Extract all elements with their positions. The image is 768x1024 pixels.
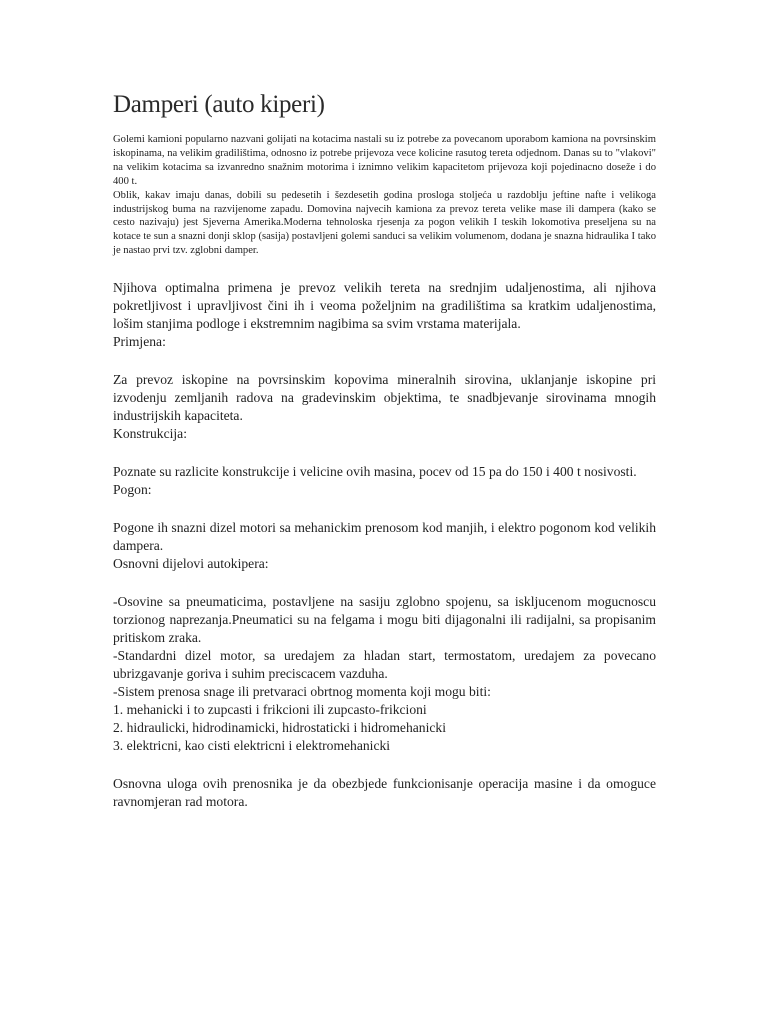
osnovni-dijelovi-heading: Osnovni dijelovi autokipera:	[113, 556, 269, 572]
usage-paragraph: Njihova optimalna primena je prevoz velikih tereta na srednjim udaljenostima, ali njihova pokretljivost i upravljivost čini ih i veoma poželjnim na gradilištima sa kratkim udaljenostima, lošim stanjima podloge i ekstremnim nagibima sa svim vrstama materijala.	[113, 280, 656, 332]
intro-paragraph-1: Golemi kamioni popularno nazvani golijati na kotacima nastali su iz potrebe za povecanom uporabom kamiona na povrsinskim iskopinama, na velikim gradilištima, odnosno iz potrebe prijevoza vece kolicine rasutog tereta odjednom. Danas su to "vlakovi" na velikim kotacima sa izvanredno snažnim motorima i iznimno velikim kapacitetom prijevoza koji pojedinacno doseže i do 400 t.	[113, 134, 656, 187]
intro-block	[113, 133, 656, 258]
konstrukcija-paragraph: Poznate su razlicite konstrukcije i velicine ovih masina, pocev od 15 pa do 150 i 400 t nosivosti.	[113, 464, 637, 480]
list-item: 2. hidraulicki, hidrodinamicki, hidrostaticki i hidromehanicki	[113, 720, 446, 736]
document-content	[113, 88, 656, 811]
list-item: -Osovine sa pneumaticima, postavljene na sasiju zglobno spojenu, sa iskljucenom mogucnoscu torzionog naprezanja.Pneumatici su na felgama i mogu biti dijagonalni ili radijalni, sa propisanim pritiskom zraka.	[113, 594, 656, 646]
intro-paragraph-2: Oblik, kakav imaju danas, dobili su pedesetih i šezdesetih godina prosloga stoljeća u razdoblju jeftine nafte i velikoga industrijskog buma na razvijenome zapadu. Domovina najvecih kamiona za prevoz tereta velike mase ili dampera (kako se cesto nazivaju) jest Sjeverna Amerika.Moderna tehnoloska rjesenja za pogon velikih I teskih lokomotiva preseljena su na kotace te sun a snazni donji sklop (sasija) postavljeni golemi sanduci sa velikim volumenom, dodana je snazna hidraulika I tako je nastao prvi tzv. zglobni damper.	[113, 189, 656, 257]
pogon-paragraph: Pogone ih snazni dizel motori sa mehanickim prenosom kod manjih, i elektro pogonom kod velikih dampera.	[113, 520, 656, 554]
pogon-heading: Pogon:	[113, 482, 152, 498]
list-item: 1. mehanicki i to zupcasti i frikcioni ili zupcasto-frikcioni	[113, 702, 427, 718]
list-item: -Sistem prenosa snage ili pretvaraci obrtnog momenta koji mogu biti:	[113, 684, 491, 700]
document-title: Damperi (auto kiperi)	[113, 91, 325, 118]
list-item: -Standardni dizel motor, sa uredajem za hladan start, termostatom, uredajem za povecano ubrizgavanje goriva i suhim preciscacem vazduha.	[113, 648, 656, 682]
primjena-paragraph: Za prevoz iskopine na povrsinskim kopovima mineralnih sirovina, uklanjanje iskopine pri izvodenju zemljanih radova na gradevinskim objektima, te snadbjevanje sirovinama mnogih industrijskih kapaciteta.	[113, 372, 656, 424]
primjena-heading: Primjena:	[113, 334, 166, 350]
closing-paragraph: Osnovna uloga ovih prenosnika je da obezbjede funkcionisanje operacija masine i da omoguce ravnomjeran rad motora.	[113, 776, 656, 810]
list-item: 3. elektricni, kao cisti elektricni i elektromehanicki	[113, 738, 391, 754]
osnovni-dijelovi-list	[113, 593, 656, 755]
konstrukcija-heading: Konstrukcija:	[113, 426, 187, 442]
